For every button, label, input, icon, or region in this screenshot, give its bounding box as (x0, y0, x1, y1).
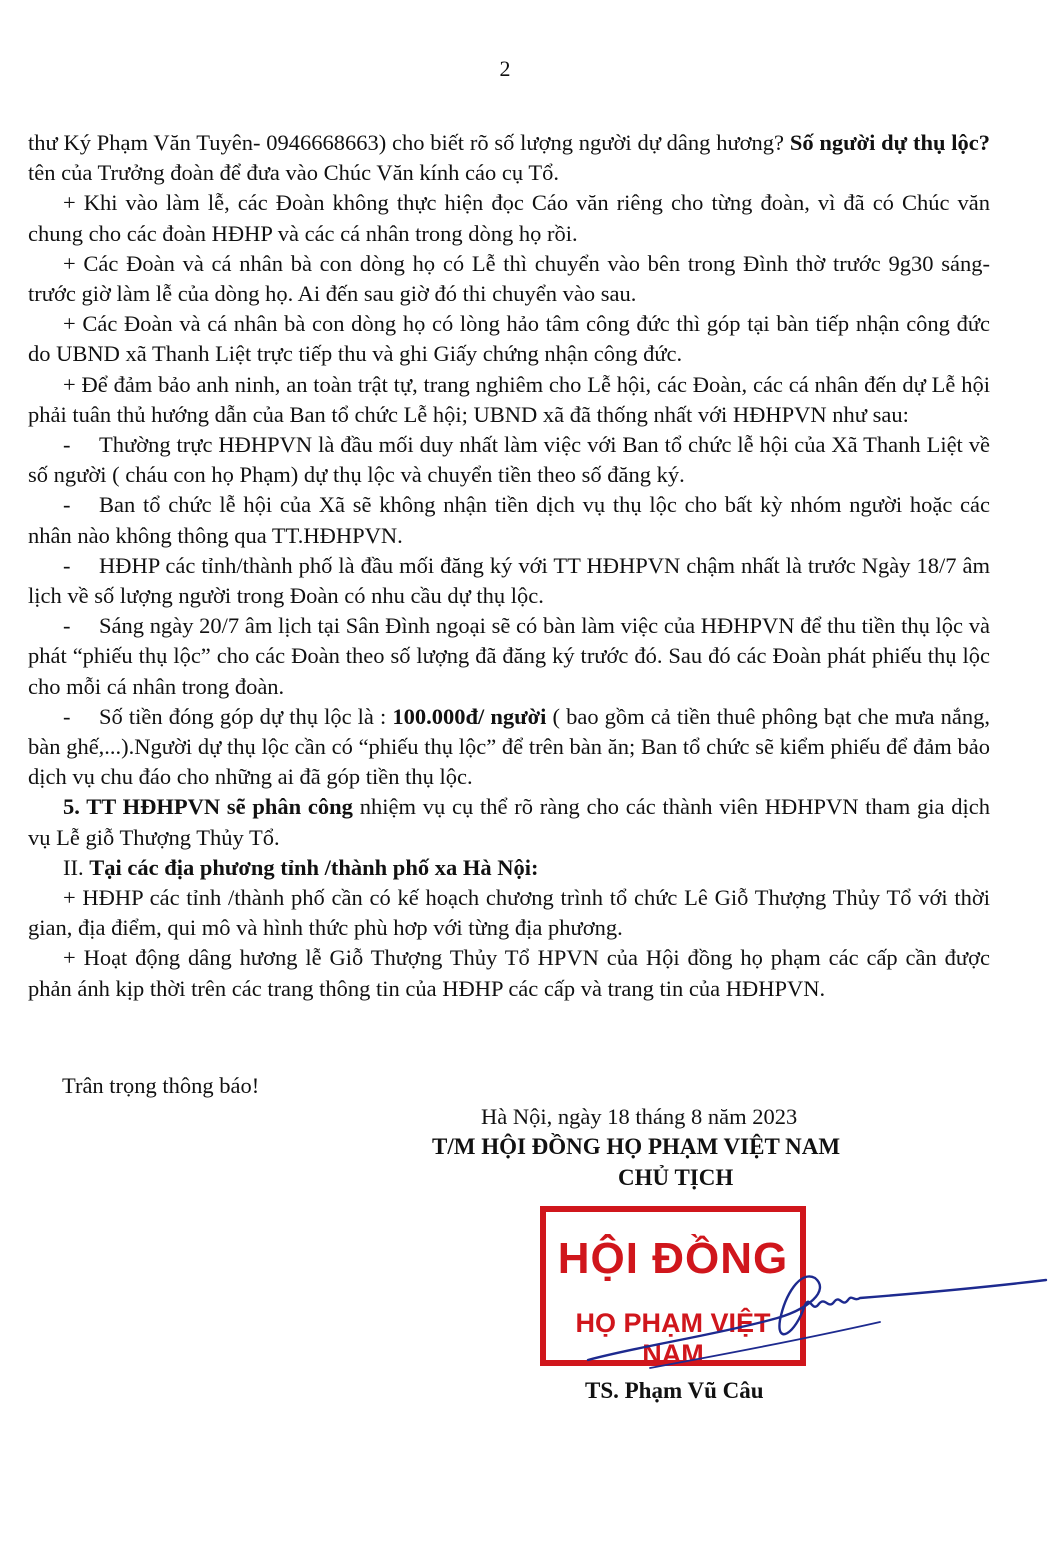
handwritten-signature (580, 1250, 1050, 1380)
section-2-paragraph-1: + HĐHP các tỉnh /thành phố cần có kế hoạch chương trình tổ chức Lê Giỗ Thượng Thủy Tổ với thời gian, địa điểm, qui mô và hình thức phù hơp với từng địa phương. (28, 885, 990, 941)
page-number: 2 (499, 56, 511, 81)
paragraph-plus-4: + Để đảm bảo anh ninh, an toàn trật tự, trang nghiêm cho Lễ hội, các Đoàn, các cá nhân đến dự Lễ hội phải tuân thủ hướng dẫn của Ban tổ chức Lễ hội; UBND xã đã thống nhất với HĐHPVN như sau: (28, 371, 990, 427)
section-2-paragraph-2: + Hoạt động dâng hương lễ Giỗ Thượng Thủy Tổ HPVN của Hội đồng họ phạm các cấp cần được phản ánh kịp thời trên các trang thông tin của HĐHP các cấp và trang tin của HĐHPVN. (28, 945, 990, 1001)
bold-question: Số người dự thụ lộc? (789, 130, 991, 155)
dash-item-text: Số tiền đóng góp dự thụ lộc là : (99, 703, 393, 729)
paragraph-contact (28, 128, 990, 188)
paragraph-text: thư Ký Phạm Văn Tuyên- 0946668663) cho biết rõ số lượng người dự dâng hương? (28, 130, 790, 155)
dash-item-text: HĐHP các tỉnh/thành phố là đầu mối đăng ký với TT HĐHPVN chậm nhất là trước Ngày 18/7 âm lịch về số lượng người trong Đoàn có nhu cầu dự thụ lộc. (28, 552, 990, 609)
date-line: Hà Nội, ngày 18 tháng 8 năm 2023 (481, 1104, 798, 1129)
section-number: II. (63, 854, 90, 880)
dash-marker: - (63, 492, 71, 518)
signer-name: TS. Phạm Vũ Câu (585, 1378, 764, 1403)
fee-amount: 100.000đ/ người (392, 703, 547, 729)
seal-text-line-2: HỌ PHẠM VIỆT NAM (575, 1308, 771, 1369)
paragraph-plus-1: + Khi vào làm lễ, các Đoàn không thực hiện đọc Cáo văn riêng cho từng đoàn, vì đã có Chúc văn chung cho các đoàn HĐHP và các cá nhân trong dòng họ rồi. (28, 190, 990, 246)
item-5 (28, 792, 990, 852)
dash-marker: - (63, 703, 71, 729)
dash-item-3 (28, 551, 990, 611)
signer-title: CHỦ TỊCH (618, 1165, 734, 1190)
paragraph-plus-3: + Các Đoàn và cá nhân bà con dòng họ có lòng hảo tâm công đức thì góp tại bàn tiếp nhận công đức do UBND xã Thanh Liệt trực tiếp thu và ghi Giấy chứng nhận công đức. (28, 311, 990, 367)
section-2-heading (28, 853, 990, 883)
dash-marker: - (63, 432, 71, 458)
dash-item-text: Ban tổ chức lễ hội của Xã sẽ không nhận tiền dịch vụ thụ lộc cho bất kỳ nhóm người hoặc các nhân nào không thông qua TT.HĐHPVN. (28, 492, 990, 548)
dash-item-text: Thường trực HĐHPVN là đầu mối duy nhất làm việc với Ban tổ chức lễ hội của Xã Thanh Liệt về số người ( cháu con họ Phạm) dự thụ lộc và chuyển tiền theo số đăng ký. (28, 432, 990, 488)
paragraph-text: tên của Trưởng đoàn để đưa vào Chúc Văn kính cáo cụ Tổ. (28, 160, 559, 186)
item-5-text: nhiệm vụ cụ thể rõ ràng cho các thành viên HĐHPVN tham gia dịch vụ Lễ giỗ Thượng Thủy Tổ. (28, 794, 990, 850)
dash-item-5 (28, 702, 990, 793)
paragraph-plus-2: + Các Đoàn và cá nhân bà con dòng họ có Lễ thì chuyển vào bên trong Đình thờ trước 9g30 sáng- trước giờ làm lễ của dòng họ. Ai đến sau giờ đó thi chuyển vào sau. (28, 250, 990, 307)
dash-item-4 (28, 611, 990, 702)
dash-marker: - (63, 552, 71, 578)
dash-item-text: Sáng ngày 20/7 âm lịch tại Sân Đình ngoại sẽ có bàn làm việc của HĐHPVN để thu tiền thụ lộc và phát “phiếu thụ lộc” cho các Đoàn theo số lượng đã đăng ký trước đó. Sau đó các Đoàn phát phiếu thụ lộc cho mỗi cá nhân trong đoàn. (28, 613, 990, 699)
document-body (28, 128, 990, 1004)
signer-organization: T/M HỘI ĐỒNG HỌ PHẠM VIỆT NAM (432, 1134, 841, 1159)
dash-item-2 (28, 490, 990, 550)
seal-text-line-1: HỘI ĐỒNG (557, 1234, 789, 1283)
closing-line: Trân trọng thông báo! (62, 1073, 260, 1098)
dash-marker: - (63, 613, 71, 639)
item-5-heading: 5. TT HĐHPVN sẽ phân công (63, 794, 353, 820)
dash-item-text: ( bao gồm cả tiền thuê phông bạt che mưa nắng, bàn ghế,...).Người dự thụ lộc cần có “phiếu thụ lộc” để trên bàn ăn; Ban tổ chức sẽ kiểm phiếu để đảm bảo dịch vụ chu đáo cho những ai đã góp tiền thụ lộc. (28, 703, 990, 790)
dash-item-1 (28, 430, 990, 490)
section-title: Tại các địa phương tỉnh /thành phố xa Hà Nội: (89, 854, 539, 880)
